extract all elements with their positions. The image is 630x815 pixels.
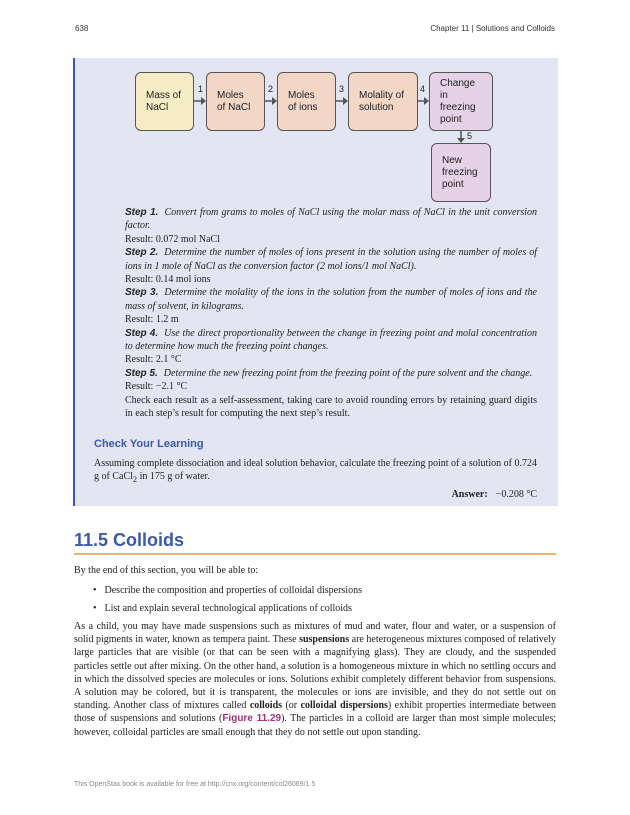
answer	[452, 489, 537, 500]
solution-steps	[125, 206, 537, 421]
answer-label: Answer:	[451, 489, 488, 500]
flow-box-label: Moles of ions	[288, 89, 318, 113]
arrow-1-head	[201, 97, 206, 105]
flow-box-label: Molality of solution	[359, 89, 405, 113]
check-your-learning-title: Check Your Learning	[94, 438, 204, 450]
step-1	[125, 206, 537, 233]
flow-box-label: Moles of NaCl	[217, 89, 251, 113]
step-label: Step 3.	[125, 287, 159, 299]
step-result: Result: 2.1 °C	[125, 354, 182, 366]
flow-box-label: Change in freezing point	[440, 77, 476, 125]
step-number-3: 3	[339, 84, 345, 94]
check-your-learning-text: Assuming complete dissociation and ideal solution behavior, calculate the freezing point of a solution of 0.724 g of CaCl$_2$ in 175 g of water.	[94, 458, 537, 485]
step-label: Step 1.	[125, 207, 159, 218]
step-5	[125, 367, 537, 380]
answer-value: −0.208 °C	[495, 489, 537, 500]
term-colloids: colloids	[249, 700, 283, 712]
term-suspensions: suspensions	[299, 634, 350, 646]
arrow-2-head	[272, 97, 277, 105]
objective-item: • Describe the composition and properties of colloidal dispersions	[93, 584, 362, 598]
flow-box-label: Mass of NaCl	[146, 89, 182, 113]
step-text: Use the direct proportionality between the change in freezing point and molal concentration to determine how much the freezing point changes.	[125, 327, 537, 353]
arrow-4-head	[424, 97, 429, 105]
figure-link[interactable]: Figure 11.29	[222, 713, 282, 725]
step-text: Convert from grams to moles of NaCl using the molar mass of NaCl in the unit conversion factor.	[125, 207, 538, 232]
body-paragraph: As a child, you may have made suspensions such as mixtures of mud and water, flour and water, or a suspension of solid pigments in water, known as tempera paint. These suspensions are heterogeneous mixtures composed of relatively large particles that are visible (or that can be seen with a magnifying glass). They are cloudy, and the suspended particles settle out after mixing. On the other hand, a solution is a homogeneous mixture in which no settling occurs and in which the dissolved species are molecules or ions. Solutions exhibit completely different behavior from suspensions. A solution may be colored, but it is transparent, the molecules or ions are invisible, and they do not settle out on standing. Another class of mixtures called colloids (or colloidal dispersions) exhibit properties intermediate between those of suspensions and solutions (Figure 11.29). The particles in a colloid are larger than most simple molecules; however, colloidal particles are small enough that they do not settle out upon standing.	[74, 621, 556, 738]
step-4	[125, 327, 537, 354]
arrow-3-head	[343, 97, 348, 105]
flow-box-label: New freezing point	[442, 154, 478, 190]
step-2	[125, 246, 537, 273]
step-number-5: 5	[467, 131, 473, 141]
learning-objectives	[93, 584, 362, 620]
page-number: 638	[75, 24, 89, 33]
chapter-header: Chapter 11 | Solutions and Colloids	[430, 24, 555, 33]
footer: This OpenStax book is available for free at http://cnx.org/content/col26069/1.5	[74, 781, 316, 788]
flow-arrows	[0, 0, 630, 220]
step-label: Step 5.	[125, 367, 158, 379]
step-label: Step 4.	[125, 327, 159, 339]
step-text: Determine the molality of the ions in the solution from the number of moles of ions and the mass of solvent, in kilograms.	[125, 287, 537, 312]
step-number-2: 2	[268, 84, 274, 94]
term-colloidal-dispersions: colloidal dispersions	[300, 700, 388, 712]
arrow-5-head	[457, 138, 465, 143]
step-text: Determine the new freezing point from the freezing point of the pure solvent and the change.	[163, 367, 533, 379]
step-result: Result: −2.1 °C	[125, 381, 188, 393]
section-title: 11.5 Colloids	[74, 530, 185, 550]
step-result: Result: 0.072 mol NaCl	[125, 233, 220, 245]
step-text: Determine the number of moles of ions present in the solution using the number of moles of ions in 1 mole of NaCl as the conversion factor (2 mol ions/1 mol NaCl).	[125, 247, 537, 272]
step-result: Result: 0.14 mol ions	[125, 274, 211, 286]
section-rule	[74, 553, 556, 555]
objective-item: • List and explain several technological applications of colloids	[93, 602, 362, 616]
step-label: Step 2.	[125, 247, 159, 259]
step-number-1: 1	[198, 84, 204, 94]
section-intro: By the end of this section, you will be able to:	[74, 565, 259, 576]
step-3	[125, 286, 537, 313]
self-assessment-note: Check each result as a self-assessment, taking care to avoid rounding errors by retaining guard digits in each step’s result for computing the next step’s result.	[125, 394, 537, 420]
step-number-4: 4	[420, 84, 426, 94]
step-result: Result: 1.2 m	[125, 314, 179, 326]
